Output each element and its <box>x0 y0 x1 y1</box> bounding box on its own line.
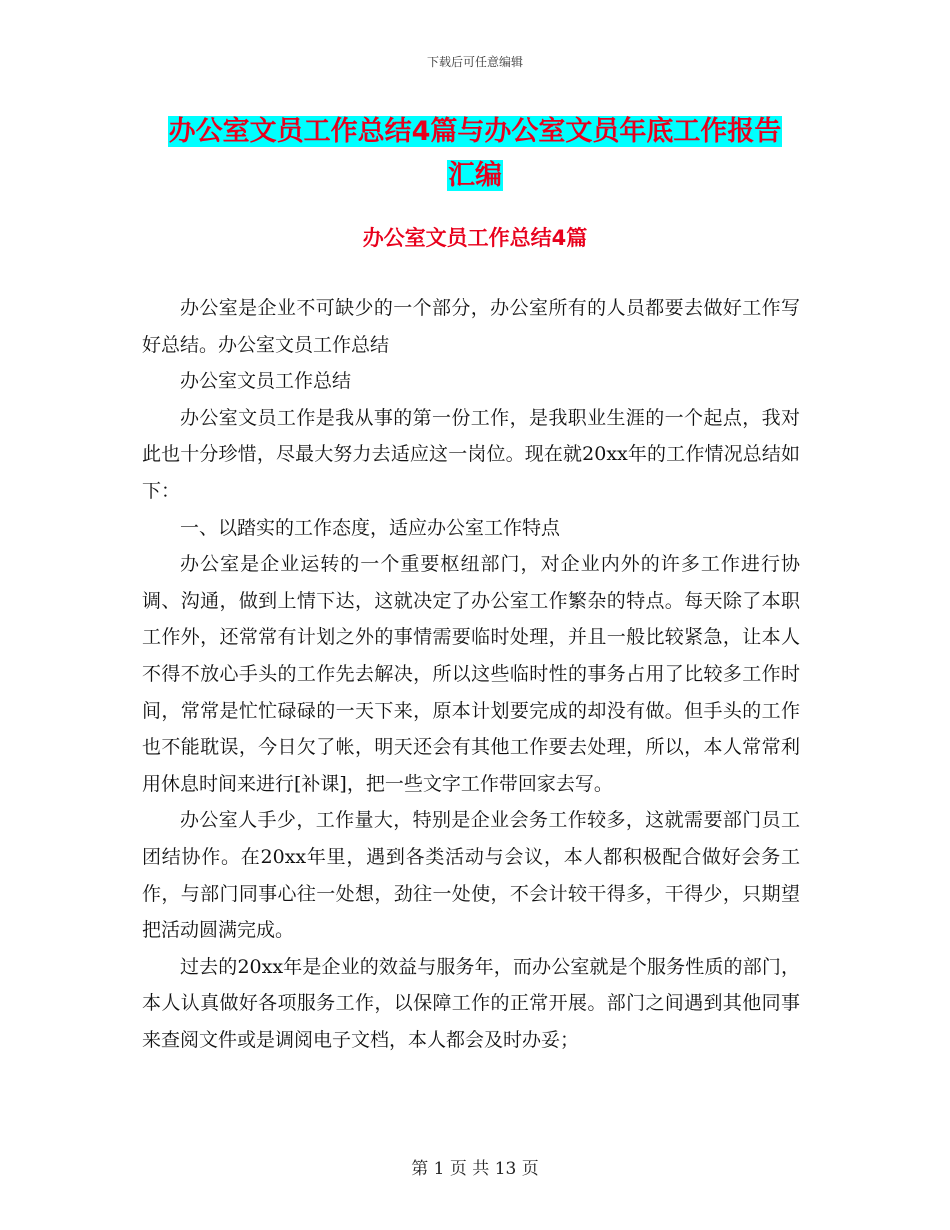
page-footer: 第 1 页 共 13 页 <box>411 1159 539 1179</box>
section-subtitle: 办公室文员工作总结4篇 <box>362 226 588 250</box>
paragraph: 办公室是企业不可缺少的一个部分，办公室所有的人员都要去做好工作写好总结。办公室文员工作总结 <box>142 297 800 356</box>
paragraph: 办公室是企业运转的一个重要枢纽部门，对企业内外的许多工作进行协调、沟通，做到上情下达，这就决定了办公室工作繁杂的特点。每天除了本职工作外，还常常有计划之外的事情需要临时处理，并且一般比较紧急，让本人不得不放心手头的工作先去解决，所以这些临时性的事务占用了比较多工作时间，常常是忙忙碌碌的一天下来，原本计划要完成的却没有做。但手头的工作也不能耽误，今日欠了帐，明天还会有其他工作要去处理，所以，本人常常利用休息时间来进行[补课]，把一些文字工作带回家去写。 <box>142 553 800 795</box>
header-note: 下载后可任意编辑 <box>426 55 523 69</box>
paragraph: 办公室文员工作是我从事的第一份工作，是我职业生涯的一个起点，我对此也十分珍惜，尽最大努力去适应这一岗位。现在就20xx年的工作情况总结如下： <box>142 406 800 502</box>
paragraph: 办公室文员工作总结 <box>180 370 352 393</box>
document-title <box>140 110 810 198</box>
paragraph: 过去的20xx年是企业的效益与服务年，而办公室就是个服务性质的部门，本人认真做好各项服务工作，以保障工作的正常开展。部门之间遇到其他同事来查阅文件或是调阅电子文档，本人都会及时办妥； <box>142 955 800 1051</box>
body-text <box>142 290 800 1058</box>
paragraph: 一、以踏实的工作态度，适应办公室工作特点 <box>180 516 561 539</box>
title-line-2: 汇编 <box>448 160 502 191</box>
paragraph: 办公室人手少，工作量大，特别是企业会务工作较多，这就需要部门员工团结协作。在20xx年里，遇到各类活动与会议，本人都积极配合做好会务工作，与部门同事心往一处想，劲往一处使，不会计较干得多，干得少，只期望把活动圆满完成。 <box>142 809 800 942</box>
title-line-1: 办公室文员工作总结4篇与办公室文员年底工作报告 <box>168 116 782 147</box>
